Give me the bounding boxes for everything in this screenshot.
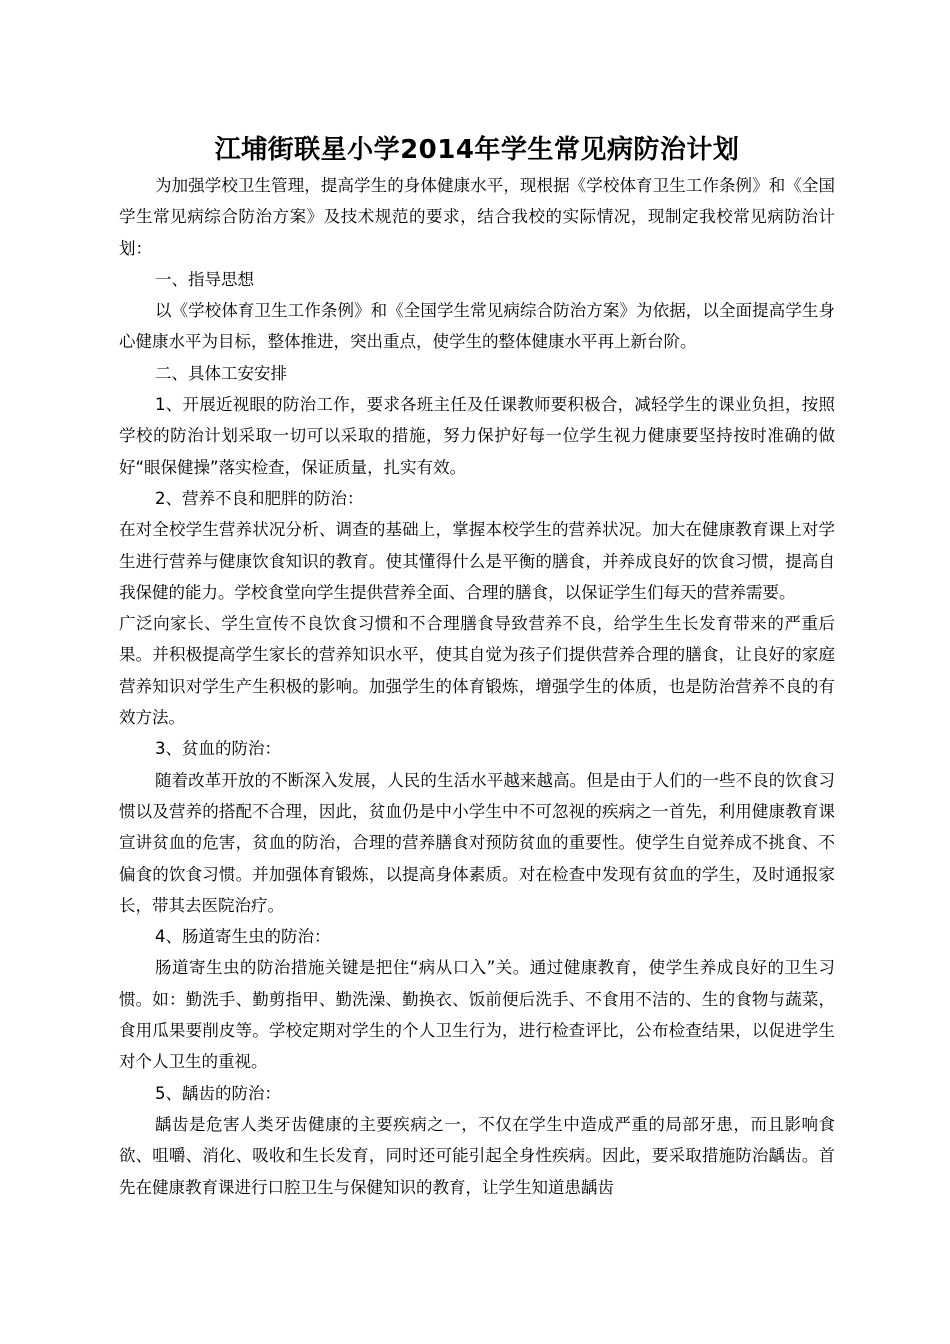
parasites-paragraph: 肠道寄生虫的防治措施关键是把住“病从口入”关。通过健康教育，使学生养成良好的卫生习惯。如：勤洗手、勤剪指甲、勤洗澡、勤换衣、饭前便后洗手、不食用不洁的、生的食物与蔬菜，食用瓜果要削皮等。学校定期对学生的个人卫生行为，进行检查评比，公布检查结果，以促进学生对个人卫生的重视。: [119, 958, 835, 1072]
guiding-ideology-paragraph: 以《学校体育卫生工作条例》和《全国学生常见病综合防治方案》为依据，以全面提高学生身心健康水平为目标，整体推进，突出重点，使学生的整体健康水平再上新台阶。: [119, 301, 835, 352]
intro-paragraph: 为加强学校卫生管理，提高学生的身体健康水平，现根据《学校体育卫生工作条例》和《全国学生常见病综合防治方案》及技术规范的要求，结合我校的实际情况，现制定我校常见病防治计划：: [119, 176, 835, 258]
dental-caries-paragraph: 龋齿是危害人类牙齿健康的主要疾病之一，不仅在学生中造成严重的局部牙患，而且影响食欲、咀嚼、消化、吸收和生长发育，同时还可能引起全身性疾病。因此，要采取措施防治龋齿。首先在健康教育课进行口腔卫生与保健知识的教育，让学生知道患龋齿: [119, 1114, 835, 1197]
document-body: [119, 170, 835, 1203]
document-title: 江埔街联星小学2014年学生常见病防治计划: [214, 135, 740, 165]
anemia-paragraph: 随着改革开放的不断深入发展，人民的生活水平越来越高。但是由于人们的一些不良的饮食习惯以及营养的搭配不合理，因此，贫血仍是中小学生中不可忽视的疾病之一首先，利用健康教育课宣讲贫血的危害，贫血的防治，合理的营养膳食对预防贫血的重要性。使学生自觉养成不挑食、不偏食的饮食习惯。并加强体育锻炼，以提高身体素质。对在检查中发现有贫血的学生，及时通报家长，带其去医院治疗。: [119, 770, 835, 915]
subheading-anemia: 3、贫血的防治：: [155, 739, 281, 759]
subheading-nutrition: 2、营养不良和肥胖的防治：: [155, 488, 364, 508]
subheading-parasites: 4、肠道寄生虫的防治：: [155, 927, 331, 947]
section-heading-guiding-ideology: 一、指导思想: [155, 269, 254, 289]
myopia-paragraph: 1、开展近视眼的防治工作，要求各班主任及任课教师要积极合，减轻学生的课业负担，按照学校的防治计划采取一切可以采取的措施，努力保护好每一位学生视力健康要坚持按时准确的做好“眼保健操”落实检查，保证质量，扎实有效。: [119, 395, 835, 477]
nutrition-paragraph-1: 在对全校学生营养状况分析、调查的基础上，掌握本校学生的营养状况。加大在健康教育课上对学生进行营养与健康饮食知识的教育。使其懂得什么是平衡的膳食，并养成良好的饮食习惯，提高自我保健的能力。学校食堂向学生提供营养全面、合理的膳食，以保证学生们每天的营养需要。: [119, 520, 835, 602]
section-heading-arrangements: 二、具体工安安排: [155, 363, 287, 383]
document-page: [119, 130, 835, 1203]
subheading-dental-caries: 5、龋齿的防治：: [155, 1083, 281, 1103]
nutrition-paragraph-2: 广泛向家长、学生宣传不良饮食习惯和不合理膳食导致营养不良，给学生生长发育带来的严重后果。并积极提高学生家长的营养知识水平，使其自觉为孩子们提供营养合理的膳食，让良好的家庭营养知识对学生产生积极的影响。加强学生的体育锻炼，增强学生的体质，也是防治营养不良的有效方法。: [119, 614, 835, 728]
